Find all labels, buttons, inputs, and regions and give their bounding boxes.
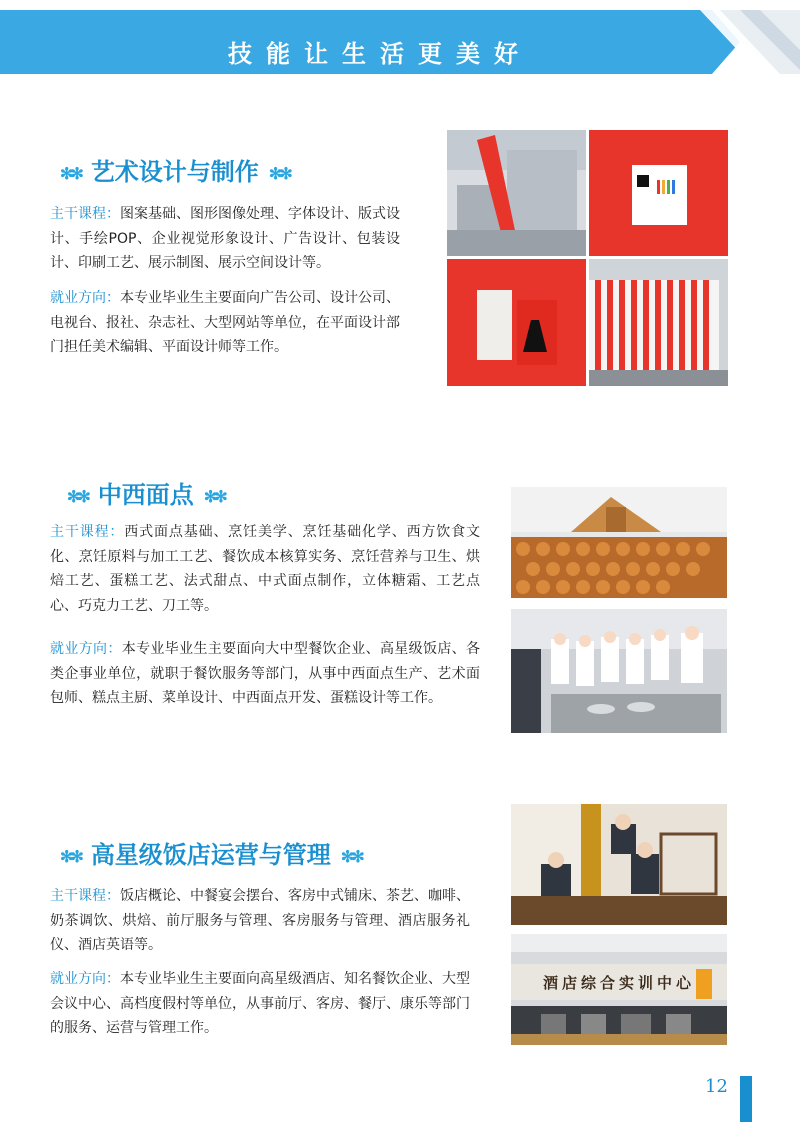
- pastry-display-photo: [511, 487, 727, 598]
- hotel-training-center-photo: [511, 934, 727, 1045]
- page-number: 12: [705, 1076, 728, 1097]
- career-label: 就业方向：: [50, 290, 120, 306]
- pastry-class-photo: [511, 609, 727, 733]
- career-text: 本专业毕业生主要面向高星级酒店、知名餐饮企业、大型会议中心、高档度假村等单位，从事前厅、客房、餐厅、康乐等部门的服务、运营与管理工作。: [50, 971, 470, 1036]
- career-text: 本专业毕业生主要面向广告公司、设计公司、电视台、报社、杂志社、大型网站等单位，在平面设计部门担任美术编辑、平面设计师等工作。: [50, 290, 400, 355]
- career-paragraph: [50, 286, 400, 360]
- course-label: 主干课程：: [50, 524, 125, 540]
- snowflake-icon: ✻✻: [67, 487, 88, 506]
- course-text: 饭店概论、中餐宴会摆台、客房中式铺床、茶艺、咖啡、奶茶调饮、烘焙、前厅服务与管理、客房服务与管理、酒店服务礼仪、酒店英语等。: [50, 888, 470, 953]
- page-number-bar: [740, 1076, 752, 1122]
- career-paragraph: [50, 967, 470, 1041]
- section-title-pastry: ✻✻ 中西面点 ✻✻: [67, 480, 225, 509]
- snowflake-icon: ✻✻: [340, 847, 362, 866]
- course-text: 图案基础、图形图像处理、字体设计、版式设计、手绘POP、企业视觉形象设计、广告设计、包装设计、印刷工艺、展示制图、展示空间设计等。: [50, 206, 400, 271]
- course-label: 主干课程：: [50, 888, 120, 904]
- career-label: 就业方向：: [50, 971, 120, 987]
- snowflake-icon: ✻✻: [268, 164, 290, 183]
- snowflake-icon: ✻✻: [60, 847, 81, 866]
- course-paragraph: [50, 884, 470, 958]
- art-design-photo-collage: [447, 130, 728, 386]
- career-paragraph: [50, 637, 480, 711]
- course-text: 西式面点基础、烹饪美学、烹饪基础化学、西方饮食文化、烹饪原料与加工工艺、餐饮成本核算实务、烹饪营养与卫生、烘焙工艺、蛋糕工艺、法式甜点、中式面点制作，立体糖霜、工艺点心、巧克力工艺、刀工等。: [50, 524, 481, 614]
- course-paragraph: [50, 202, 400, 276]
- course-paragraph: [50, 520, 480, 618]
- section-title-art-design: ✻✻ 艺术设计与制作 ✻✻: [60, 157, 290, 186]
- section-title-hotel: ✻✻ 高星级饭店运营与管理 ✻✻: [60, 840, 362, 869]
- header-banner: [0, 10, 800, 74]
- snowflake-icon: ✻✻: [60, 164, 81, 183]
- page-title: 技能让生活更美好: [228, 39, 532, 68]
- snowflake-icon: ✻✻: [203, 487, 225, 506]
- career-text: 本专业毕业生主要面向大中型餐饮企业、高星级饭店、各类企事业单位，就职于餐饮服务等部门，从事中西面点生产、艺术面包师、糕点主厨、菜单设计、中西面点开发、蛋糕设计等工作。: [50, 641, 481, 706]
- training-center-sign: 酒店综合实训中心: [542, 974, 695, 992]
- tea-art-photo: [511, 804, 727, 925]
- course-label: 主干课程：: [50, 206, 120, 222]
- career-label: 就业方向：: [50, 641, 122, 657]
